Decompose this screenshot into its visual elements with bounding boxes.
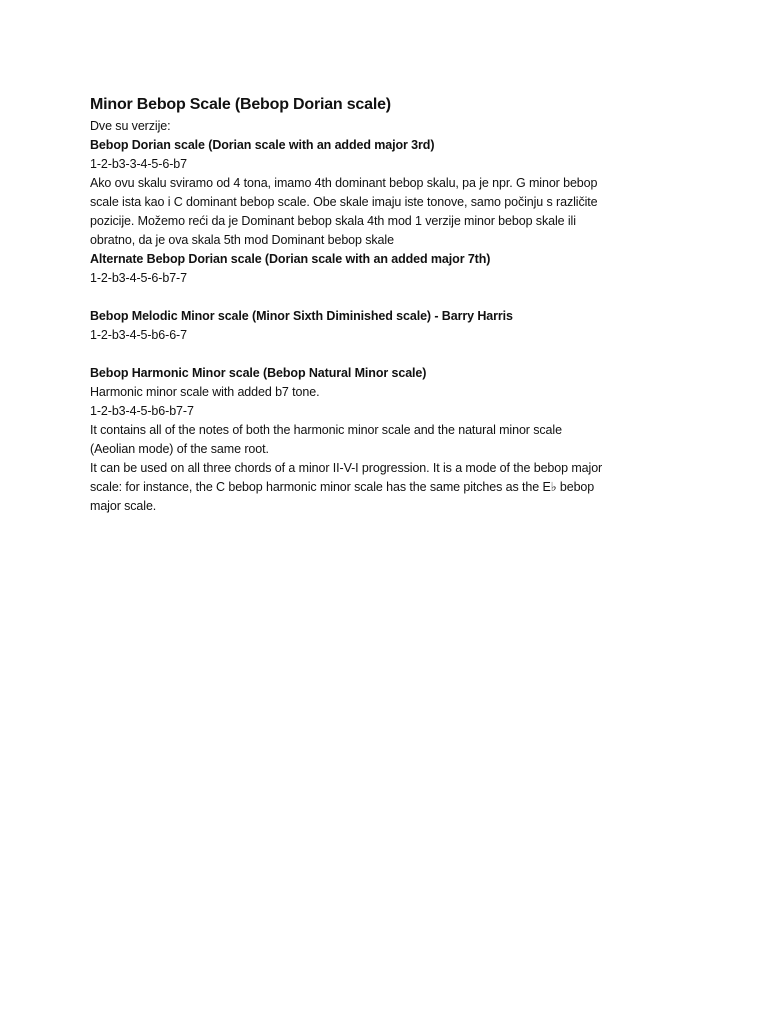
section1-heading: Bebop Dorian scale (Dorian scale with an added major 3rd) (90, 138, 435, 152)
document-title: Minor Bebop Scale (Bebop Dorian scale) (90, 96, 391, 113)
section2-heading: Alternate Bebop Dorian scale (Dorian scale with an added major 7th) (90, 252, 491, 266)
section4-para-line: It can be used on all three chords of a minor II-V-I progression. It is a mode of the bebop major (90, 461, 603, 475)
section2-formula: 1-2-b3-4-5-6-b7-7 (90, 271, 187, 285)
section4-subheading: Harmonic minor scale with added b7 tone. (90, 385, 320, 399)
intro-text: Dve su verzije: (90, 119, 171, 133)
section1-para-line: pozicije. Možemo reći da je Dominant bebop skala 4th mod 1 verzije minor bebop skale ili (90, 214, 576, 228)
section4-para-line: (Aeolian mode) of the same root. (90, 442, 269, 456)
section3-formula: 1-2-b3-4-5-b6-6-7 (90, 328, 187, 342)
section4-heading: Bebop Harmonic Minor scale (Bebop Natural Minor scale) (90, 366, 427, 380)
section4-para-line: It contains all of the notes of both the harmonic minor scale and the natural minor scale (90, 423, 562, 437)
paragraph-spacer (90, 345, 680, 364)
paragraph-spacer (90, 288, 680, 307)
section1-para-line: obratno, da je ova skala 5th mod Dominant bebop skale (90, 233, 394, 247)
section4-para-line: major scale. (90, 499, 157, 513)
section4-formula: 1-2-b3-4-5-b6-b7-7 (90, 404, 194, 418)
section1-formula: 1-2-b3-3-4-5-6-b7 (90, 157, 187, 171)
section1-para-line: Ako ovu skalu sviramo od 4 tona, imamo 4th dominant bebop skalu, pa je npr. G minor bebop (90, 176, 598, 190)
section3-heading: Bebop Melodic Minor scale (Minor Sixth Diminished scale) - Barry Harris (90, 309, 513, 323)
document-page (90, 94, 680, 516)
section4-para-line: scale: for instance, the C bebop harmonic minor scale has the same pitches as the E♭ bebop (90, 480, 595, 494)
section1-para-line: scale ista kao i C dominant bebop scale. Obe skale imaju iste tonove, samo počinju s različite (90, 195, 598, 209)
